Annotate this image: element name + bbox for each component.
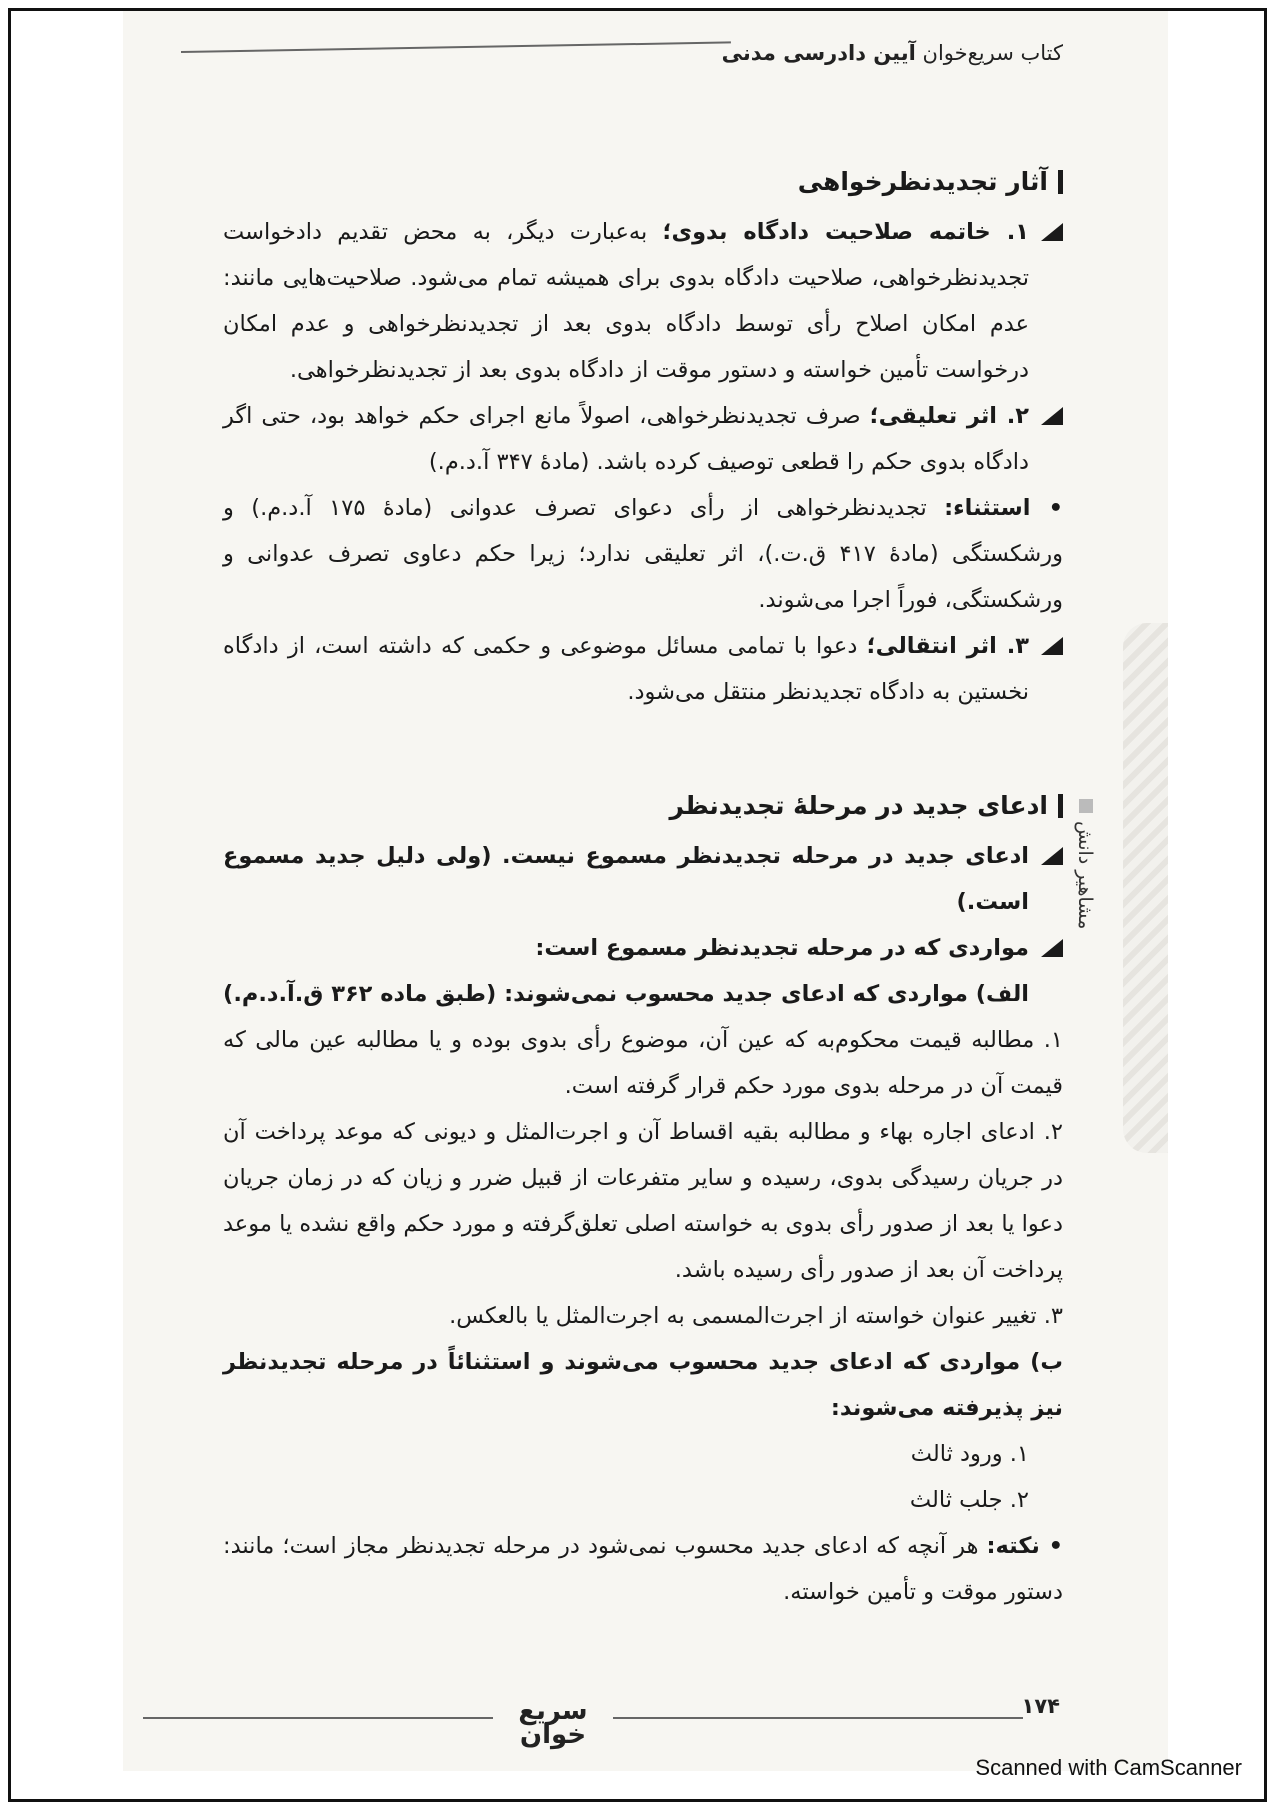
note-paragraph	[223, 1523, 1063, 1615]
list-item	[223, 393, 1063, 485]
footer-logo: سریع خوان	[518, 1696, 588, 1750]
note-lead: • نکته:	[986, 1533, 1063, 1559]
triangle-bullet-icon	[1041, 939, 1063, 957]
note-text: هر آنچه که ادعای جدید محسوب نمی‌شود در مرحله تجدیدنظر مجاز است؛ مانند: دستور موقت و تأمین خواسته.	[223, 1533, 1063, 1605]
camscanner-watermark: Scanned with CamScanner	[975, 1755, 1242, 1780]
book-running-title	[722, 41, 1063, 65]
item-lead: ۳. اثر انتقالی؛	[866, 633, 1029, 659]
section-title-text: آثار تجدیدنظرخواهی	[797, 167, 1048, 196]
item-text: به‌عبارت دیگر، به محض تقدیم دادخواست تجدیدنظرخواهی، صلاحیت دادگاه بدوی برای همیشه تمام می‌شود. صلاحیت‌هایی مانند: عدم امکان اصلاح رأی توسط دادگاه بدوی بعد از تجدیدنظرخواهی و عدم امکان درخواست تأمین خواسته و دستور موقت از دادگاه بدوی بعد از تجدیدنظرخواهی.	[223, 219, 1029, 383]
side-marker-icon	[1079, 799, 1093, 813]
numbered-item: ۲. ادعای اجاره بهاء و مطالبه بقیه اقساط آن و اجرت‌المثل و دیونی که موعد پرداخت آن در جریان رسیدگی بدوی، رسیده و سایر متفرعات از قبیل ضرر و زیان که در زمان جریان دعوا یا بعد از صدور رأی بدوی به خواسته اصلی تعلق‌گرفته و مورد حکم واقع نشده یا موعد پرداخت آن بعد از صدور رأی رسیده باشد.	[223, 1119, 1063, 1283]
list-item	[223, 925, 1063, 971]
side-label: مشاهیر دانش	[1074, 821, 1096, 930]
numbered-item: ۱. مطالبه قیمت محکوم‌به که عین آن، موضوع رأی بدوی بوده و یا مطالبه عین مالی که قیمت آن در مرحله بدوی مورد حکم قرار گرفته است.	[223, 1027, 1063, 1099]
section-title-new-claim	[223, 783, 1063, 829]
sub-heading-a: الف) مواردی که ادعای جدید محسوب نمی‌شوند: (طبق ماده ۳۶۲ ق.آ.د.م.)	[223, 981, 1029, 1007]
triangle-bullet-icon	[1041, 223, 1063, 241]
item-lead: ۱. خاتمه صلاحیت دادگاه بدوی؛	[662, 219, 1029, 245]
book-subject: آیین دادرسی مدنی	[721, 41, 916, 65]
sub-heading-b: ب) مواردی که ادعای جدید محسوب می‌شوند و استثنائاً در مرحله تجدیدنظر نیز پذیرفته می‌شوند:	[223, 1349, 1063, 1421]
point-text: مواردی که در مرحله تجدیدنظر مسموع است:	[535, 935, 1029, 961]
numbered-item: ۲. جلب ثالث	[909, 1487, 1029, 1513]
section-bar-icon	[1058, 170, 1063, 194]
item-lead: ۲. اثر تعلیقی؛	[869, 403, 1029, 429]
page-content	[223, 159, 1063, 1615]
exception-paragraph	[223, 485, 1063, 623]
list-item	[223, 209, 1063, 393]
list-item	[223, 623, 1063, 715]
book-page	[123, 11, 1168, 1771]
exception-text: تجدیدنظرخواهی از رأی دعوای تصرف عدوانی (مادهٔ ۱۷۵ آ.د.م.) و ورشکستگی (مادهٔ ۴۱۷ ق.ت.)، اثر تعلیقی ندارد؛ زیرا حکم دعاوی تصرف عدوانی و ورشکستگی، فوراً اجرا می‌شوند.	[223, 495, 1063, 613]
page-number: ۱۷۴	[1021, 1694, 1060, 1718]
section-title-text: ادعای جدید در مرحلهٔ تجدیدنظر	[669, 791, 1048, 820]
section-bar-icon	[1058, 794, 1063, 818]
triangle-bullet-icon	[1041, 847, 1063, 865]
item-text: دعوا با تمامی مسائل موضوعی و حکمی که داشته است، از دادگاه نخستین به دادگاه تجدیدنظر منتقل می‌شود.	[223, 633, 1029, 705]
list-item	[223, 833, 1063, 925]
item-text: صرف تجدیدنظرخواهی، اصولاً مانع اجرای حکم خواهد بود، حتی اگر دادگاه بدوی حکم را قطعی توصیف کرده باشد. (مادهٔ ۳۴۷ آ.د.م.)	[223, 403, 1029, 475]
section-title-effects	[223, 159, 1063, 205]
numbered-item: ۳. تغییر عنوان خواسته از اجرت‌المسمی به اجرت‌المثل یا بالعکس.	[449, 1303, 1063, 1329]
scan-frame	[8, 8, 1267, 1802]
footer-rule	[143, 1717, 493, 1719]
header-rule	[181, 41, 731, 53]
numbered-item: ۱. ورود ثالث	[910, 1441, 1029, 1467]
point-text: ادعای جدید در مرحله تجدیدنظر مسموع نیست. (ولی دلیل جدید مسموع است.)	[223, 843, 1029, 915]
footer-rule	[613, 1717, 1023, 1719]
book-prefix: کتاب سریع‌خوان	[922, 41, 1063, 65]
exception-lead: • استثناء:	[944, 495, 1063, 521]
triangle-bullet-icon	[1041, 407, 1063, 425]
side-tab	[1123, 623, 1168, 1153]
triangle-bullet-icon	[1041, 637, 1063, 655]
